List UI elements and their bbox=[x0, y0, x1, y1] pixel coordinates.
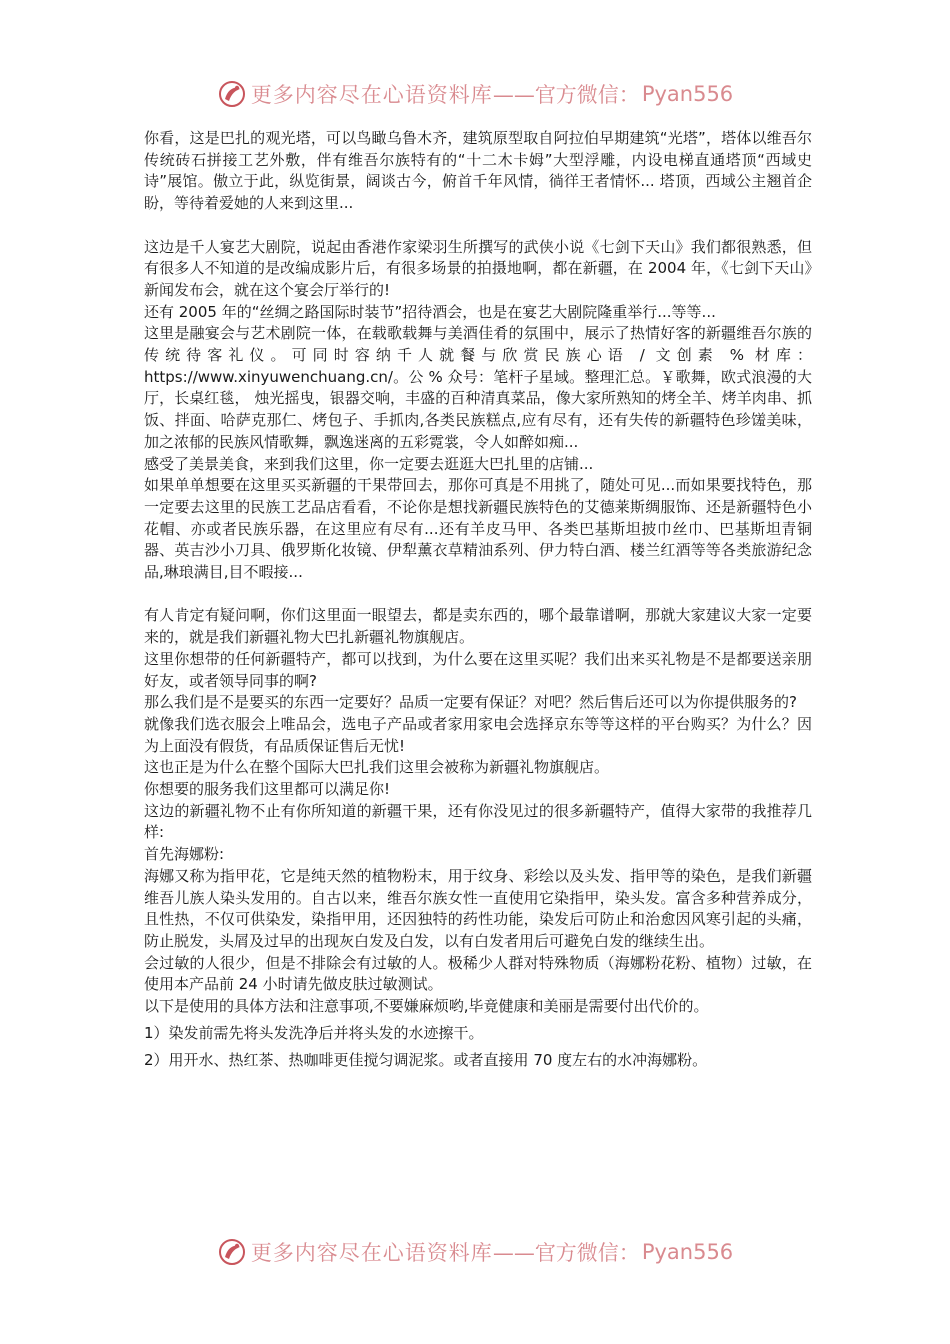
banner-wechat-id: Pyan556 bbox=[641, 1240, 734, 1264]
banner-separator: ——官方微信： bbox=[492, 1241, 640, 1265]
paragraph: 你想要的服务我们这里都可以满足你! bbox=[144, 780, 391, 799]
paragraph: 你看，这是巴扎的观光塔，可以鸟瞰乌鲁木齐，建筑原型取自阿拉伯早期建筑“光塔”，塔体以维吾尔传统砖石拼接工艺外敷，伴有维吾尔族特有的“十二木卡姆”大型浮雕，内设电梯直通塔顶“西域史诗”展馆。傲立于此，纵览街景，阔谈古今，俯首千年风情，徜徉王者情怀... 塔顶，西域公主翘首企盼，等待着爱她的人来到这里... bbox=[144, 129, 812, 213]
document-body bbox=[144, 128, 812, 1071]
logo-emblem-icon bbox=[217, 79, 247, 109]
paragraph: 这里是融宴会与艺术剧院一体，在载歌载舞与美酒佳肴的氛围中，展示了热情好客的新疆维吾尔族的传统待客礼仪。可同时容纳千人就餐与欣赏民族心语 / 文创素 % 材库：https://www.xinyuwenchuang.cn/。公 % 众号：笔杆子星域。整理汇总。￥歌舞，欧式浪漫的大厅，长桌红毯， 烛光摇曳，银器交响，丰盛的百种清真菜品，像大家所熟知的烤全羊、烤羊肉串、抓饭、拌面、哈萨克那仁、烤包子、手抓肉,各类民族糕点,应有尽有，还有失传的新疆特色珍馐美味， 加之浓郁的民族风情歌舞，飘逸迷离的五彩霓裳，令人如醉如痴... bbox=[144, 324, 812, 451]
paragraph: 有人肯定有疑问啊，你们这里面一眼望去，都是卖东西的，哪个最靠谱啊，那就大家建议大家一定要来的，就是我们新疆礼物大巴扎新疆礼物旗舰店。 bbox=[144, 606, 812, 647]
banner-wechat-id: Pyan556 bbox=[641, 82, 734, 106]
paragraph: 首先海娜粉: bbox=[144, 845, 225, 864]
paragraph: 这边的新疆礼物不止有你所知道的新疆干果，还有你没见过的很多新疆特产，值得大家带的我推荐几样: bbox=[144, 801, 812, 842]
banner-text: 更多内容尽在心语资料库 bbox=[250, 1241, 493, 1265]
paragraph: 这里你想带的任何新疆特产，都可以找到，为什么要在这里买呢？我们出来买礼物是不是都要送亲朋好友，或者领导同事的啊? bbox=[144, 649, 812, 690]
paragraph: 海娜又称为指甲花，它是纯天然的植物粉末，用于纹身、彩绘以及头发、指甲等的染色，是我们新疆维吾儿族人染头发用的。自古以来，维吾尔族女性一直使用它染指甲，染头发。富含多种营养成分，且性热，不仅可供染发，染指甲用，还因独特的药性功能，染发后可防止和治愈因风寒引起的头痛， 防止脱发，头屑及过早的出现灰白发及白发，以有白发者用后可避免白发的继续生出。 bbox=[144, 866, 812, 950]
logo-emblem-icon bbox=[217, 1237, 247, 1267]
paragraph: 还有 2005 年的“丝绸之路国际时装节”招待酒会，也是在宴艺大剧院隆重举行...等等... bbox=[144, 302, 716, 321]
paragraph: 就像我们选衣服会上唯品会，选电子产品或者家用家电会选择京东等等这样的平台购买？为什么？因为上面没有假货，有品质保证售后无忧! bbox=[144, 714, 812, 755]
header-banner bbox=[0, 74, 950, 114]
paragraph: 这边是千人宴艺大剧院，说起由香港作家梁羽生所撰写的武侠小说《七剑下天山》我们都很熟悉，但有很多人不知道的是改编成影片后，有很多场景的拍摄地啊，都在新疆，在 2004 年，《七剑下天山》新闻发布会，就在这个宴会厅举行的! bbox=[144, 237, 812, 299]
paragraph: 会过敏的人很少，但是不排除会有过敏的人。极稀少人群对特殊物质（海娜粉花粉、植物）过敏，在使用本产品前 24 小时请先做皮肤过敏测试。 bbox=[144, 953, 812, 994]
paragraph: 以下是使用的具体方法和注意事项,不要嫌麻烦哟,毕竟健康和美丽是需要付出代价的。 bbox=[144, 997, 709, 1016]
footer-banner bbox=[0, 1232, 950, 1272]
step-item: 1）染发前需先将头发洗净后并将头发的水迹擦干。 bbox=[144, 1023, 484, 1042]
paragraph: 那么我们是不是要买的东西一定要好？品质一定要有保证？对吧？然后售后还可以为你提供服务的? bbox=[144, 693, 797, 712]
paragraph: 如果单单想要在这里买买新疆的干果带回去，那你可真是不用挑了，随处可见...而如果要找特色，那一定要去这里的民族工艺品店看看，不论你是想找新疆民族特色的艾德莱斯绸服饰、还是新疆特色小花帽、亦或者民族乐器，在这里应有尽有...还有羊皮马甲、各类巴基斯坦披巾丝巾、巴基斯坦青铜器、英吉沙小刀具、俄罗斯化妆镜、伊犁薰衣草精油系列、伊力特白酒、楼兰红酒等等各类旅游纪念品,琳琅满目,目不暇接... bbox=[144, 476, 812, 582]
step-item: 2）用开水、热红茶、热咖啡更佳搅匀调泥浆。或者直接用 70 度左右的水冲海娜粉。 bbox=[144, 1050, 708, 1069]
banner-separator: ——官方微信： bbox=[492, 83, 640, 107]
paragraph: 感受了美景美食，来到我们这里，你一定要去逛逛大巴扎里的店铺... bbox=[144, 454, 594, 473]
banner-text: 更多内容尽在心语资料库 bbox=[250, 83, 493, 107]
paragraph: 这也正是为什么在整个国际大巴扎我们这里会被称为新疆礼物旗舰店。 bbox=[144, 758, 610, 777]
